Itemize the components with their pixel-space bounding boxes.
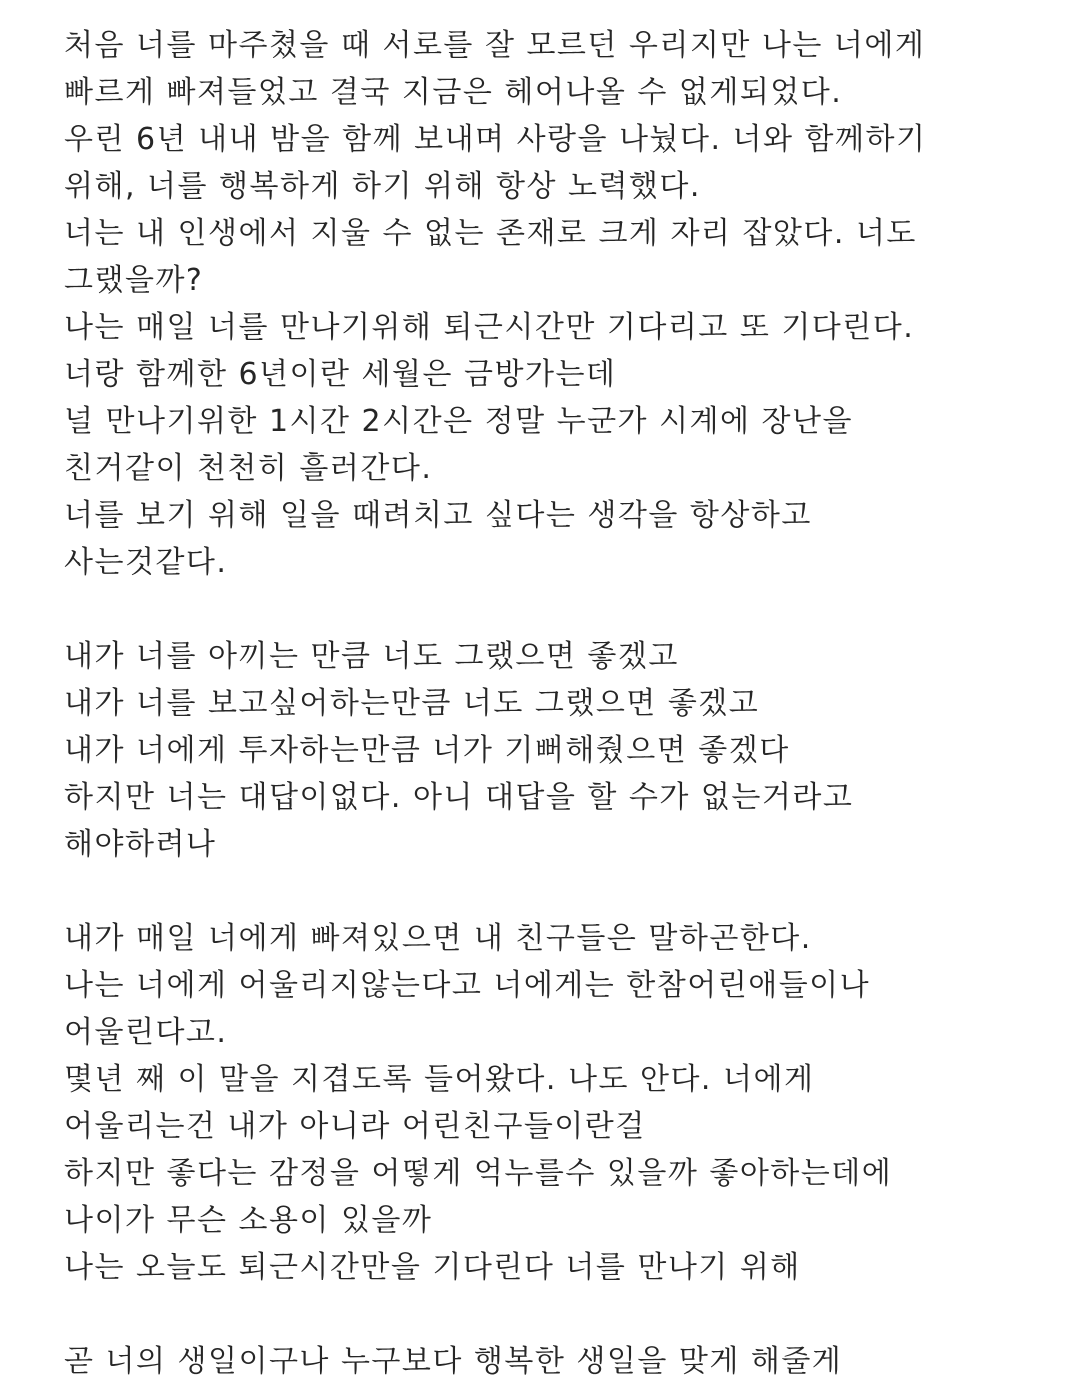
text-line: 어울린다고.	[64, 1015, 228, 1050]
text-line: 곧 너의 생일이구나 누구보다 행복한 생일을 맞게 해줄게	[64, 1344, 843, 1379]
text-line: 내가 너를 아끼는 만큼 너도 그랬으면 좋겠고	[64, 639, 679, 674]
paragraph-gap	[64, 1291, 1080, 1338]
text-line: 처음 너를 마주쳤을 때 서로를 잘 모르던 우리지만 나는 너에게	[64, 28, 926, 63]
paragraph-gap	[64, 868, 1080, 915]
text-line: 너는 내 인생에서 지울 수 없는 존재로 크게 자리 잡았다. 너도	[64, 216, 917, 251]
text-line: 몇년 째 이 말을 지겹도록 들어왔다. 나도 안다. 너에게	[64, 1062, 815, 1097]
text-line: 너랑 함께한 6년이란 세월은 금방가는데	[64, 357, 617, 392]
paragraph-2	[64, 633, 1080, 868]
text-line: 빠르게 빠져들었고 결국 지금은 헤어나올 수 없게되었다.	[64, 75, 843, 110]
text-line: 하지만 너는 대답이없다. 아니 대답을 할 수가 없는거라고	[64, 780, 854, 815]
text-line: 그랬을까?	[64, 263, 204, 298]
text-line: 내가 너에게 투자하는만큼 너가 기뻐해줬으면 좋겠다	[64, 733, 790, 768]
text-line: 내가 너를 보고싶어하는만큼 너도 그랬으면 좋겠고	[64, 686, 760, 721]
text-line: 나는 너에게 어울리지않는다고 너에게는 한참어린애들이나	[64, 968, 871, 1003]
paragraph-gap	[64, 586, 1080, 633]
paragraph-1	[64, 22, 1080, 586]
text-line: 나는 오늘도 퇴근시간만을 기다린다 너를 만나기 위해	[64, 1250, 801, 1285]
text-line: 하지만 좋다는 감정을 어떻게 억누를수 있을까 좋아하는데에	[64, 1156, 893, 1191]
paragraph-4	[64, 1338, 1080, 1385]
text-line: 사는것같다.	[64, 545, 228, 580]
text-line: 우린 6년 내내 밤을 함께 보내며 사랑을 나눴다. 너와 함께하기	[64, 122, 927, 157]
text-line: 널 만나기위한 1시간 2시간은 정말 누군가 시계에 장난을	[64, 404, 853, 439]
text-line: 나이가 무슨 소용이 있을까	[64, 1203, 433, 1238]
text-line: 해야하려나	[64, 827, 217, 862]
text-line: 어울리는건 내가 아니라 어린친구들이란걸	[64, 1109, 646, 1144]
paragraph-3	[64, 915, 1080, 1291]
text-line: 너를 보기 위해 일을 때려치고 싶다는 생각을 항상하고	[64, 498, 812, 533]
text-line: 내가 매일 너에게 빠져있으면 내 친구들은 말하곤한다.	[64, 921, 812, 956]
text-line: 친거같이 천천히 흘러간다.	[64, 451, 433, 486]
text-line: 위해, 너를 행복하게 하기 위해 항상 노력했다.	[64, 169, 701, 204]
text-line: 나는 매일 너를 만나기위해 퇴근시간만 기다리고 또 기다린다.	[64, 310, 915, 345]
